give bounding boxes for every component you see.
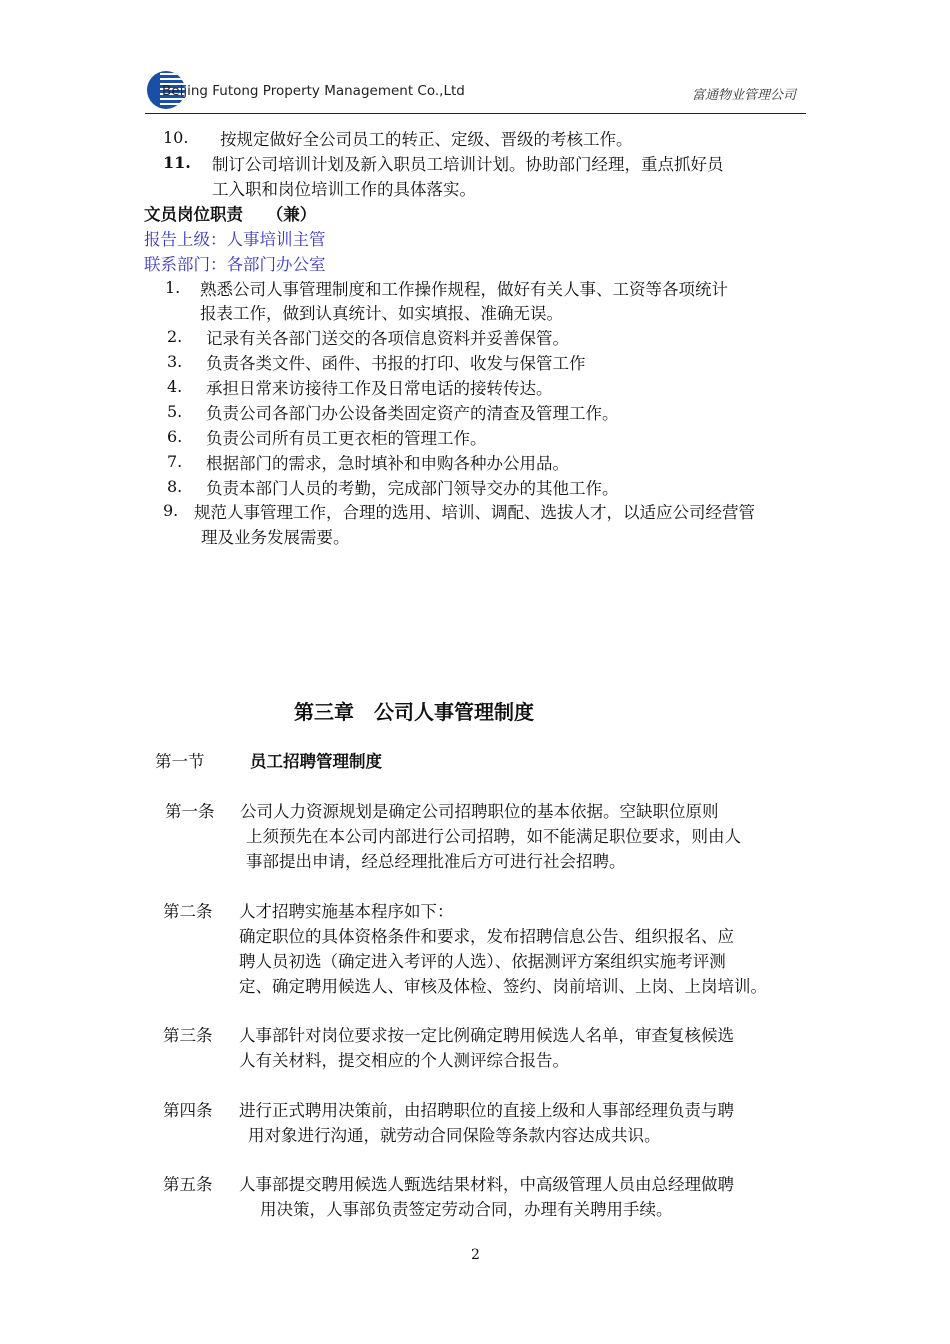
article-text: 用决策，人事部负责签定劳动合同，办理有关聘用手续。 <box>260 1200 673 1219</box>
contact-dept-line: 联系部门：各部门办公室 <box>144 255 326 274</box>
list-item-text: 承担日常来访接待工作及日常电话的接转传达。 <box>206 379 553 398</box>
article-text: 人才招聘实施基本程序如下： <box>239 902 454 921</box>
header-divider <box>145 113 806 114</box>
article-text: 公司人力资源规划是确定公司招聘职位的基本依据。空缺职位原则 <box>240 802 719 821</box>
list-item-number: 3. <box>167 352 183 371</box>
section-label: 第一节 <box>155 752 205 771</box>
article-text: 事部提出申请，经总经理批准后方可进行社会招聘。 <box>246 852 626 871</box>
list-item-text: 按规定做好全公司员工的转正、定级、晋级的考核工作。 <box>220 130 633 149</box>
list-item-text: 工入职和岗位培训工作的具体落实。 <box>212 180 476 199</box>
list-item-text: 规范人事管理工作，合理的选用、培训、调配、选拔人才，以适应公司经营管 <box>194 503 755 522</box>
list-item-text: 负责本部门人员的考勤，完成部门领导交办的其他工作。 <box>206 479 619 498</box>
article-text: 人事部针对岗位要求按一定比例确定聘用候选人名单，审查复核候选 <box>239 1026 734 1045</box>
clerk-title: 文员岗位职责 <box>144 205 243 224</box>
company-name-en: Beijing Futong Property Management Co.,Ltd <box>162 83 465 99</box>
company-name-cn: 富通物业管理公司 <box>692 88 797 103</box>
article-label: 第四条 <box>163 1101 213 1120</box>
article-text: 人事部提交聘用候选人甄选结果材料，中高级管理人员由总经理做聘 <box>239 1175 734 1194</box>
section-title: 员工招聘管理制度 <box>250 752 382 771</box>
article-text: 聘人员初选（确定进入考评的人选）、依据测评方案组织实施考评测 <box>239 952 726 971</box>
section-heading <box>144 201 316 225</box>
chapter-title: 第三章 公司人事管理制度 <box>294 700 534 724</box>
list-item-text: 负责各类文件、函件、书报的打印、收发与保管工作 <box>206 354 586 373</box>
list-item-number: 1. <box>165 278 181 297</box>
article-text: 定、确定聘用候选人、审核及体检、签约、岗前培训、上岗、上岗培训。 <box>239 977 767 996</box>
report-to-line: 报告上级：人事培训主管 <box>144 230 326 249</box>
list-item-text: 根据部门的需求，急时填补和申购各种办公用品。 <box>206 454 569 473</box>
list-item-number: 11. <box>163 153 191 172</box>
article-label: 第五条 <box>163 1175 213 1194</box>
article-label: 第一条 <box>165 802 215 821</box>
list-item-number: 7. <box>167 452 183 471</box>
article-text: 用对象进行沟通，就劳动合同保险等条款内容达成共识。 <box>248 1126 661 1145</box>
list-item-text: 报表工作，做到认真统计、如实填报、准确无误。 <box>200 304 563 323</box>
list-item-text: 负责公司所有员工更衣柜的管理工作。 <box>206 429 487 448</box>
article-text: 人有关材料，提交相应的个人测评综合报告。 <box>239 1051 569 1070</box>
article-label: 第三条 <box>163 1026 213 1045</box>
article-text: 上须预先在本公司内部进行公司招聘，如不能满足职位要求，则由人 <box>246 827 741 846</box>
article-text: 进行正式聘用决策前，由招聘职位的直接上级和人事部经理负责与聘 <box>239 1101 734 1120</box>
list-item-number: 8. <box>167 477 183 496</box>
list-item-text: 熟悉公司人事管理制度和工作操作规程，做好有关人事、工资等各项统计 <box>200 280 728 299</box>
list-item-number: 4. <box>167 377 183 396</box>
article-label: 第二条 <box>163 902 213 921</box>
list-item-text: 理及业务发展需要。 <box>201 528 350 547</box>
page-number: 2 <box>471 1247 480 1263</box>
list-item-text: 制订公司培训计划及新入职员工培训计划。协助部门经理，重点抓好员 <box>212 155 724 174</box>
list-item-number: 10. <box>163 128 189 147</box>
article-text: 确定职位的具体资格条件和要求，发布招聘信息公告、组织报名、应 <box>239 927 734 946</box>
list-item-text: 记录有关各部门送交的各项信息资料并妥善保管。 <box>206 329 569 348</box>
list-item-number: 2. <box>167 327 183 346</box>
list-item-number: 5. <box>167 402 183 421</box>
list-item-text: 负责公司各部门办公设备类固定资产的清查及管理工作。 <box>206 404 619 423</box>
list-item-number: 6. <box>167 427 183 446</box>
clerk-title-suffix: （兼） <box>266 205 317 224</box>
list-item-number: 9. <box>163 501 179 520</box>
